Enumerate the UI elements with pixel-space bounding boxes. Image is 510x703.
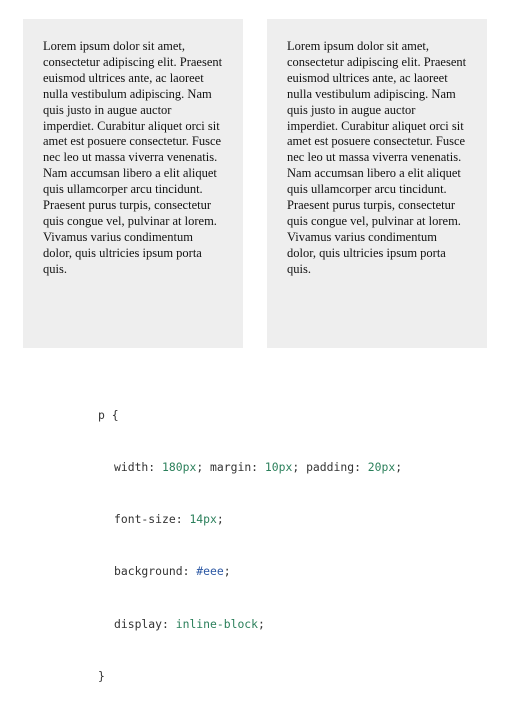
code-semicolon: ; bbox=[216, 512, 224, 527]
demo-paragraph-2: Lorem ipsum dolor sit amet, consectetur adipiscing elit. Praesent euismod ultrices ante, ac laoreet nulla vestibulum adipiscing. Nam quis justo in augue auctor imperdiet. Curabitur aliquet orci sit amet est posuere consectetur. Fusce nec leo ut massa viverra venenatis. Nam accumsan libero a elit aliquet quis ullamcorper arcu tincidunt. Praesent purus turpis, consectetur quis congue vel, pulvinar at lorem. Vivamus varius condimentum dolor, quis ultricies ipsum porta quis. bbox=[267, 19, 487, 348]
code-semicolon: ; bbox=[258, 616, 265, 631]
code-prop-background: background: bbox=[114, 564, 190, 579]
code-line-display bbox=[98, 616, 402, 633]
code-line-box bbox=[98, 459, 402, 476]
code-semicolon: ; bbox=[196, 460, 204, 475]
code-prop-display: display: bbox=[114, 616, 169, 631]
code-val-padding: 20px bbox=[367, 460, 396, 475]
code-val-font-size: 14px bbox=[189, 512, 217, 527]
code-line-background bbox=[98, 563, 402, 580]
code-prop-width: width: bbox=[114, 460, 156, 475]
code-prop-font-size: font-size: bbox=[114, 512, 183, 527]
code-selector: p bbox=[98, 407, 105, 422]
code-line-font-size bbox=[98, 511, 402, 528]
code-line-close bbox=[98, 668, 402, 685]
code-semicolon: ; bbox=[292, 460, 300, 475]
code-val-width: 180px bbox=[162, 460, 197, 475]
code-val-margin: 10px bbox=[264, 460, 293, 475]
code-val-display: inline-block bbox=[175, 616, 259, 631]
css-code-snippet bbox=[98, 372, 402, 703]
code-open-brace: { bbox=[111, 407, 119, 422]
code-semicolon: ; bbox=[395, 460, 403, 475]
code-semicolon: ; bbox=[223, 564, 231, 579]
code-val-background: #eee bbox=[196, 564, 224, 579]
code-prop-padding: padding: bbox=[306, 460, 361, 475]
code-prop-margin: margin: bbox=[210, 460, 259, 475]
code-line-selector bbox=[98, 407, 402, 424]
demo-paragraph-1: Lorem ipsum dolor sit amet, consectetur adipiscing elit. Praesent euismod ultrices ante, ac laoreet nulla vestibulum adipiscing. Nam quis justo in augue auctor imperdiet. Curabitur aliquet orci sit amet est posuere consectetur. Fusce nec leo ut massa viverra venenatis. Nam accumsan libero a elit aliquet quis ullamcorper arcu tincidunt. Praesent purus turpis, consectetur quis congue vel, pulvinar at lorem. Vivamus varius condimentum dolor, quis ultricies ipsum porta quis. bbox=[23, 19, 243, 348]
code-close-brace: } bbox=[98, 668, 105, 683]
